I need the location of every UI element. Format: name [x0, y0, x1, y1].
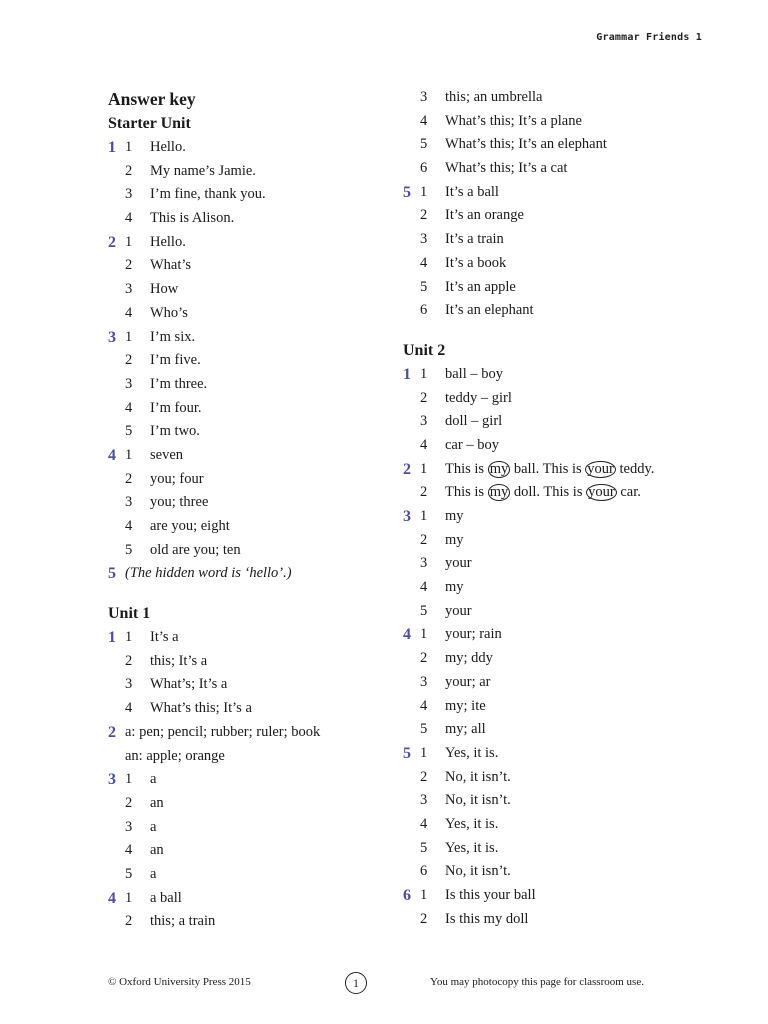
answer-row [108, 626, 438, 650]
exercise-number [403, 908, 420, 932]
item-number: 3 [420, 413, 428, 430]
answer-row [108, 792, 438, 816]
answer-text: Who’s [150, 304, 188, 321]
answer-text: No, it isn’t. [445, 768, 511, 785]
answer-text: ball – boy [445, 365, 503, 382]
item-number: 1 [420, 626, 428, 643]
item-number: 1 [125, 233, 133, 250]
answer-text: I’m two. [150, 423, 200, 440]
answer-text: It’s an apple [445, 278, 516, 295]
exercise-number [403, 789, 420, 813]
exercise-number [108, 302, 125, 326]
item-number: 6 [420, 302, 428, 319]
exercise-number [403, 481, 420, 505]
exercise-number: 3 [403, 508, 411, 525]
answer-row [108, 278, 438, 302]
answer-text: This is Alison. [150, 210, 235, 227]
item-number: 3 [420, 89, 428, 105]
answer-row [403, 671, 733, 695]
item-number: 5 [420, 278, 428, 295]
answer-row [403, 228, 733, 252]
item-number: 1 [420, 508, 428, 524]
item-number: 1 [420, 460, 428, 477]
item-number: 3 [420, 231, 428, 248]
answer-row [108, 136, 438, 160]
answer-text: Hello. [150, 233, 186, 250]
answer-text: my [445, 508, 464, 524]
circled-word: your [587, 460, 614, 477]
exercise-number [403, 276, 420, 300]
exercise-number [403, 157, 420, 181]
answer-text: It’s an elephant [445, 302, 534, 319]
exercise-number [108, 491, 125, 515]
answer-text: a [150, 771, 157, 788]
answer-text: What’s; It’s a [150, 676, 228, 693]
exercise-number [108, 207, 125, 231]
answer-row [108, 539, 438, 563]
item-number: 4 [125, 399, 133, 416]
item-number: 4 [420, 254, 428, 271]
answer-text: my; all [445, 721, 486, 738]
answer-row [403, 529, 733, 553]
answer-row [108, 207, 438, 231]
answer-row [108, 816, 438, 840]
exercise-number [403, 671, 420, 695]
exercise-number [403, 86, 420, 110]
answer-text-part: teddy. [615, 460, 655, 477]
answer-row [403, 789, 733, 813]
exercise-number [403, 299, 420, 323]
item-number: 1 [420, 887, 428, 903]
running-header: Grammar Friends 1 [596, 32, 702, 43]
exercise-number [108, 468, 125, 492]
answer-text: your [445, 602, 472, 619]
answer-text-part: doll. This is [510, 484, 587, 501]
answer-row [403, 766, 733, 790]
answer-text [445, 481, 641, 505]
answer-row [108, 231, 438, 255]
exercise-number [108, 697, 125, 721]
exercise-number: 4 [403, 626, 411, 644]
answer-row [108, 745, 438, 769]
right-answer-list [403, 86, 733, 931]
item-number: 4 [125, 304, 133, 321]
item-number: 2 [125, 162, 133, 179]
answer-row [108, 697, 438, 721]
item-number: 3 [125, 281, 133, 298]
item-number: 2 [420, 910, 428, 927]
item-number: 5 [420, 839, 428, 856]
exercise-number [403, 410, 420, 434]
answer-row [108, 887, 438, 911]
exercise-number: 1 [403, 365, 411, 383]
exercise-number [108, 515, 125, 539]
answer-text: My name’s Jamie. [150, 162, 256, 179]
exercise-number [403, 766, 420, 790]
answer-text: What’s this; It’s a plane [445, 112, 582, 129]
exercise-number [108, 420, 125, 444]
answer-text: It’s a ball [445, 183, 499, 200]
item-number: 3 [125, 676, 133, 693]
item-number: 5 [420, 721, 428, 738]
answer-row [108, 420, 438, 444]
exercise-number [108, 349, 125, 373]
answer-text-part: ball. This is [510, 460, 586, 477]
answer-row [403, 505, 733, 529]
answer-row [403, 695, 733, 719]
item-number: 2 [125, 470, 133, 487]
answer-text: you; three [150, 494, 209, 511]
answer-text: car – boy [445, 436, 499, 453]
exercise-number [403, 647, 420, 671]
exercise-number [403, 387, 420, 411]
exercise-number [403, 695, 420, 719]
answer-row [403, 276, 733, 300]
item-number: 5 [420, 602, 428, 619]
item-number: 1 [125, 889, 133, 906]
exercise-number: 4 [108, 446, 116, 464]
answer-text: your [445, 555, 472, 572]
exercise-number [108, 160, 125, 184]
unit-heading: Unit 2 [403, 341, 446, 359]
exercise-number [403, 434, 420, 458]
exercise-number [108, 397, 125, 421]
answer-text: my [445, 531, 464, 548]
right-column [403, 86, 733, 931]
answer-row [403, 600, 733, 624]
exercise-number [108, 816, 125, 840]
answer-text: doll – girl [445, 413, 503, 430]
exercise-number: 3 [108, 771, 116, 789]
answer-text: an [150, 842, 164, 859]
answer-text: What’s this; It’s an elephant [445, 136, 607, 153]
item-number: 3 [420, 555, 428, 572]
answer-text: this; an umbrella [445, 89, 543, 105]
answer-text: my; ddy [445, 650, 493, 667]
exercise-number: 5 [403, 183, 411, 201]
item-number: 3 [125, 494, 133, 511]
item-number: 6 [420, 863, 428, 880]
exercise-number [108, 183, 125, 207]
answer-text: a [150, 865, 157, 882]
answer-row [403, 86, 733, 110]
answer-row [403, 434, 733, 458]
answer-text: No, it isn’t. [445, 792, 511, 809]
page-title: Answer key [108, 89, 196, 109]
item-number: 4 [420, 697, 428, 714]
answer-row [108, 721, 438, 745]
exercise-number: 1 [108, 629, 116, 647]
page-number: 1 [345, 972, 367, 994]
answer-row [108, 254, 438, 278]
item-number: 2 [420, 650, 428, 667]
exercise-number: 4 [108, 889, 116, 907]
answer-text: Yes, it is. [445, 744, 499, 761]
answer-text-part: This is [445, 484, 488, 501]
exercise-number [108, 650, 125, 674]
exercise-number [403, 813, 420, 837]
exercise-number [108, 539, 125, 563]
exercise-number [403, 529, 420, 553]
answer-row [403, 110, 733, 134]
answer-row [403, 813, 733, 837]
answer-text: Yes, it is. [445, 839, 499, 856]
answer-text-part: car. [616, 484, 641, 501]
answer-text: your; rain [445, 626, 502, 643]
exercise-number [403, 228, 420, 252]
item-number: 2 [420, 768, 428, 785]
exercise-number: 5 [108, 565, 116, 583]
item-number: 5 [125, 423, 133, 440]
answer-row [403, 410, 733, 434]
exercise-number [403, 204, 420, 228]
unit-heading: Unit 1 [108, 605, 151, 623]
answer-row [108, 910, 438, 934]
answer-row [403, 623, 733, 647]
answer-row [108, 349, 438, 373]
item-number: 3 [125, 375, 133, 392]
item-number: 4 [125, 700, 133, 717]
answer-text: seven [150, 446, 184, 463]
circled-word: my [489, 460, 509, 477]
unit-heading: Starter Unit [108, 115, 191, 132]
item-number: 1 [125, 629, 133, 646]
exercise-number: 2 [108, 723, 116, 741]
exercise-number [108, 745, 125, 769]
answer-text: I’m four. [150, 399, 202, 416]
item-number: 4 [420, 579, 428, 596]
exercise-number: 5 [403, 744, 411, 762]
answer-row [108, 491, 438, 515]
answer-text-part: This is [445, 460, 488, 477]
exercise-number [108, 373, 125, 397]
item-number: 4 [125, 842, 133, 859]
item-number: 4 [420, 436, 428, 453]
answer-text: It’s a [150, 629, 179, 646]
answer-row [403, 363, 733, 387]
item-number: 5 [125, 541, 133, 558]
answer-row [403, 387, 733, 411]
item-number: 2 [420, 484, 428, 501]
item-number: 4 [125, 518, 133, 534]
answer-row [403, 458, 733, 482]
answer-text: Is this your ball [445, 887, 536, 903]
item-number: 5 [420, 136, 428, 153]
answer-text: a: pen; pencil; rubber; ruler; book [125, 723, 321, 740]
exercise-number [403, 837, 420, 861]
answer-text [445, 458, 654, 482]
answer-text: No, it isn’t. [445, 863, 511, 880]
answer-row [403, 204, 733, 228]
exercise-number [403, 860, 420, 884]
answer-row [108, 650, 438, 674]
exercise-number [108, 863, 125, 887]
answer-text: What’s this; It’s a cat [445, 160, 568, 177]
answer-text: It’s a train [445, 231, 504, 248]
answer-row [403, 552, 733, 576]
answer-text: (The hidden word is ‘hello’.) [125, 565, 292, 582]
answer-row [403, 481, 733, 505]
item-number: 1 [125, 328, 133, 345]
answer-row [108, 444, 438, 468]
item-number: 5 [125, 865, 133, 882]
answer-row [403, 837, 733, 861]
exercise-number: 3 [108, 328, 116, 346]
answer-row [403, 647, 733, 671]
exercise-number [403, 718, 420, 742]
item-number: 1 [420, 365, 428, 382]
answer-row [108, 397, 438, 421]
answer-row [403, 133, 733, 157]
section-spacer [403, 323, 733, 339]
answer-text: this; It’s a [150, 652, 208, 669]
exercise-number: 6 [403, 887, 411, 904]
item-number: 1 [125, 771, 133, 788]
item-number: 3 [420, 792, 428, 809]
item-number: 3 [125, 186, 133, 203]
answer-row [403, 576, 733, 600]
answer-row [108, 468, 438, 492]
answer-row [108, 326, 438, 350]
answer-text: Hello. [150, 139, 186, 155]
answer-text: What’s [150, 257, 192, 274]
answer-text: teddy – girl [445, 389, 512, 406]
answer-text: a ball [150, 889, 182, 906]
left-column [108, 86, 438, 934]
answer-text: my [445, 579, 464, 596]
answer-text: my; ite [445, 697, 486, 714]
left-answer-list [108, 112, 438, 934]
exercise-number [403, 600, 420, 624]
answer-row [403, 299, 733, 323]
answer-row [403, 718, 733, 742]
answer-row [403, 860, 733, 884]
circled-word: my [489, 484, 509, 501]
exercise-number: 2 [403, 460, 411, 478]
exercise-number [108, 839, 125, 863]
exercise-number [108, 673, 125, 697]
item-number: 1 [125, 139, 133, 155]
exercise-number [108, 910, 125, 934]
answer-text: What’s this; It’s a [150, 700, 252, 717]
answer-row [108, 673, 438, 697]
item-number: 3 [125, 818, 133, 835]
exercise-number [403, 552, 420, 576]
answer-text: old are you; ten [150, 541, 241, 558]
answer-text: you; four [150, 470, 204, 487]
answer-text: I’m three. [150, 375, 208, 392]
exercise-number [108, 278, 125, 302]
item-number: 1 [125, 446, 133, 463]
item-number: 4 [420, 112, 428, 129]
answer-row [108, 160, 438, 184]
answer-text: I’m five. [150, 352, 201, 369]
exercise-number: 2 [108, 233, 116, 251]
answer-row [403, 742, 733, 766]
answer-row [108, 515, 438, 539]
answer-row [108, 768, 438, 792]
exercise-number [403, 252, 420, 276]
item-number: 2 [125, 913, 133, 930]
answer-row [403, 884, 733, 908]
answer-row [108, 863, 438, 887]
item-number: 2 [420, 531, 428, 548]
section-spacer [108, 586, 438, 602]
answer-text: It’s a book [445, 254, 507, 271]
answer-text: Yes, it is. [445, 815, 499, 832]
copyright-notice: © Oxford University Press 2015 [108, 976, 251, 988]
answer-text: your; ar [445, 673, 491, 690]
answer-row [403, 908, 733, 932]
answer-text: are you; eight [150, 518, 230, 534]
answer-row [403, 157, 733, 181]
exercise-number [403, 576, 420, 600]
answer-row [403, 181, 733, 205]
answer-text: I’m fine, thank you. [150, 186, 266, 203]
exercise-number [403, 110, 420, 134]
circled-word: your [588, 484, 615, 501]
item-number: 2 [125, 352, 133, 369]
item-number: 2 [420, 389, 428, 406]
answer-text: I’m six. [150, 328, 196, 345]
answer-row [108, 373, 438, 397]
answer-row [108, 302, 438, 326]
item-number: 2 [420, 207, 428, 224]
answer-text: this; a train [150, 913, 216, 930]
answer-row [108, 183, 438, 207]
answer-text: a [150, 818, 157, 835]
answer-row [403, 252, 733, 276]
item-number: 3 [420, 673, 428, 690]
answer-row [108, 562, 438, 586]
item-number: 2 [125, 794, 133, 811]
item-number: 2 [125, 257, 133, 274]
exercise-number [108, 792, 125, 816]
exercise-number: 1 [108, 139, 116, 156]
item-number: 6 [420, 160, 428, 177]
answer-row [108, 839, 438, 863]
item-number: 4 [125, 210, 133, 227]
item-number: 2 [125, 652, 133, 669]
answer-text: How [150, 281, 179, 298]
answer-text: an: apple; orange [125, 747, 225, 764]
item-number: 4 [420, 815, 428, 832]
item-number: 1 [420, 183, 428, 200]
photocopy-note: You may photocopy this page for classroom use. [430, 976, 644, 988]
answer-text: Is this my doll [445, 910, 529, 927]
answer-text: an [150, 794, 164, 811]
item-number: 1 [420, 744, 428, 761]
exercise-number [108, 254, 125, 278]
answer-text: It’s an orange [445, 207, 524, 224]
exercise-number [403, 133, 420, 157]
